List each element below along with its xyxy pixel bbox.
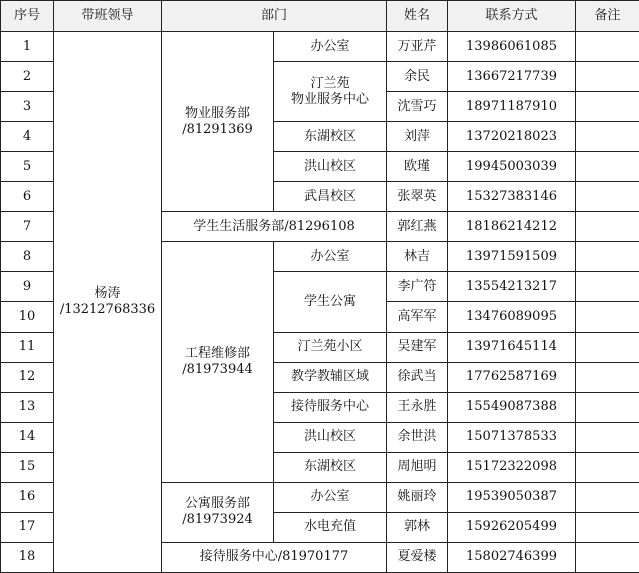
leader-phone: /13212768336 xyxy=(59,302,156,318)
note-cell xyxy=(576,422,639,452)
header-name: 姓名 xyxy=(387,1,448,32)
phone-cell: 13667217739 xyxy=(448,62,576,92)
group-property xyxy=(162,32,274,212)
phone-cell: 19539050387 xyxy=(448,482,576,512)
unit-cell: 教学教辅区域 xyxy=(274,362,387,392)
unit-cell: 汀兰苑小区 xyxy=(274,332,387,362)
group-engineering-phone: /81973944 xyxy=(182,362,253,378)
phone-cell: 13476089095 xyxy=(448,302,576,332)
header-leader: 带班领导 xyxy=(54,1,162,32)
unit-cell: 接待服务中心 xyxy=(274,392,387,422)
phone-cell: 15327383146 xyxy=(448,182,576,212)
seq-cell: 10 xyxy=(1,302,54,332)
seq-cell: 18 xyxy=(1,542,54,572)
phone-cell: 13720218023 xyxy=(448,122,576,152)
seq-cell: 3 xyxy=(1,92,54,122)
unit-cell: 东湖校区 xyxy=(274,122,387,152)
note-cell xyxy=(576,332,639,362)
leader-cell xyxy=(54,32,162,573)
name-cell: 吴建军 xyxy=(387,332,448,362)
unit-line-1: 汀兰苑 xyxy=(310,75,350,91)
group-apartment-name: 公寓服务部 xyxy=(184,496,250,512)
note-cell xyxy=(576,452,639,482)
note-cell xyxy=(576,302,639,332)
name-cell: 高军军 xyxy=(387,302,448,332)
seq-cell: 2 xyxy=(1,62,54,92)
unit-cell: 水电充值 xyxy=(274,512,387,542)
name-cell: 王永胜 xyxy=(387,392,448,422)
phone-cell: 13986061085 xyxy=(448,32,576,62)
name-cell: 郭红燕 xyxy=(387,212,448,242)
group-reception: 接待服务中心/81970177 xyxy=(162,542,387,572)
name-cell: 沈雪巧 xyxy=(387,92,448,122)
note-cell xyxy=(576,152,639,182)
note-cell xyxy=(576,122,639,152)
header-seq: 序号 xyxy=(1,1,54,32)
note-cell xyxy=(576,272,639,302)
note-cell xyxy=(576,242,639,272)
note-cell xyxy=(576,62,639,92)
header-row xyxy=(1,1,639,32)
note-cell xyxy=(576,482,639,512)
phone-cell: 15549087388 xyxy=(448,392,576,422)
phone-cell: 19945003039 xyxy=(448,152,576,182)
group-property-phone: /81291369 xyxy=(182,121,253,137)
group-engineering-name: 工程维修部 xyxy=(184,346,250,362)
note-cell xyxy=(576,32,639,62)
note-cell xyxy=(576,182,639,212)
unit-cell: 办公室 xyxy=(274,482,387,512)
header-note: 备注 xyxy=(576,1,639,32)
phone-cell: 15926205499 xyxy=(448,512,576,542)
seq-cell: 14 xyxy=(1,422,54,452)
name-cell: 万亚芹 xyxy=(387,32,448,62)
seq-cell: 11 xyxy=(1,332,54,362)
unit-line-2: 物业服务中心 xyxy=(291,91,370,107)
unit-cell: 办公室 xyxy=(274,32,387,62)
note-cell xyxy=(576,362,639,392)
unit-cell: 办公室 xyxy=(274,242,387,272)
name-cell: 郭林 xyxy=(387,512,448,542)
seq-cell: 12 xyxy=(1,362,54,392)
seq-cell: 13 xyxy=(1,392,54,422)
phone-cell: 18971187910 xyxy=(448,92,576,122)
name-cell: 余民 xyxy=(387,62,448,92)
phone-cell: 15802746399 xyxy=(448,542,576,572)
name-cell: 欧瑾 xyxy=(387,152,448,182)
header-contact: 联系方式 xyxy=(448,1,576,32)
seq-cell: 8 xyxy=(1,242,54,272)
seq-cell: 7 xyxy=(1,212,54,242)
unit-cell-tinglanyuan xyxy=(274,62,387,122)
unit-cell: 洪山校区 xyxy=(274,152,387,182)
seq-cell: 5 xyxy=(1,152,54,182)
seq-cell: 16 xyxy=(1,482,54,512)
name-cell: 夏爱楼 xyxy=(387,542,448,572)
unit-cell: 武昌校区 xyxy=(274,182,387,212)
seq-cell: 9 xyxy=(1,272,54,302)
group-engineering xyxy=(162,242,274,482)
seq-cell: 4 xyxy=(1,122,54,152)
name-cell: 余世洪 xyxy=(387,422,448,452)
unit-cell-student-apartment: 学生公寓 xyxy=(274,272,387,332)
leader-name: 杨涛 xyxy=(94,286,121,302)
name-cell: 刘萍 xyxy=(387,122,448,152)
group-property-name: 物业服务部 xyxy=(184,105,250,121)
note-cell xyxy=(576,392,639,422)
note-cell xyxy=(576,92,639,122)
header-dept: 部门 xyxy=(162,1,387,32)
name-cell: 林吉 xyxy=(387,242,448,272)
name-cell: 姚丽玲 xyxy=(387,482,448,512)
name-cell: 徐武当 xyxy=(387,362,448,392)
note-cell xyxy=(576,542,639,572)
seq-cell: 6 xyxy=(1,182,54,212)
seq-cell: 15 xyxy=(1,452,54,482)
phone-cell: 13971591509 xyxy=(448,242,576,272)
note-cell xyxy=(576,212,639,242)
name-cell: 周旭明 xyxy=(387,452,448,482)
group-apartment xyxy=(162,482,274,542)
phone-cell: 13971645114 xyxy=(448,332,576,362)
name-cell: 张翠英 xyxy=(387,182,448,212)
seq-cell: 1 xyxy=(1,32,54,62)
phone-cell: 15071378533 xyxy=(448,422,576,452)
table-row xyxy=(1,32,639,62)
group-apartment-phone: /81973924 xyxy=(182,512,253,528)
unit-cell: 洪山校区 xyxy=(274,422,387,452)
note-cell xyxy=(576,512,639,542)
phone-cell: 18186214212 xyxy=(448,212,576,242)
group-student-life: 学生生活服务部/81296108 xyxy=(162,212,387,242)
phone-cell: 13554213217 xyxy=(448,272,576,302)
phone-cell: 15172322098 xyxy=(448,452,576,482)
unit-cell: 东湖校区 xyxy=(274,452,387,482)
phone-cell: 17762587169 xyxy=(448,362,576,392)
seq-cell: 17 xyxy=(1,512,54,542)
name-cell: 李广符 xyxy=(387,272,448,302)
